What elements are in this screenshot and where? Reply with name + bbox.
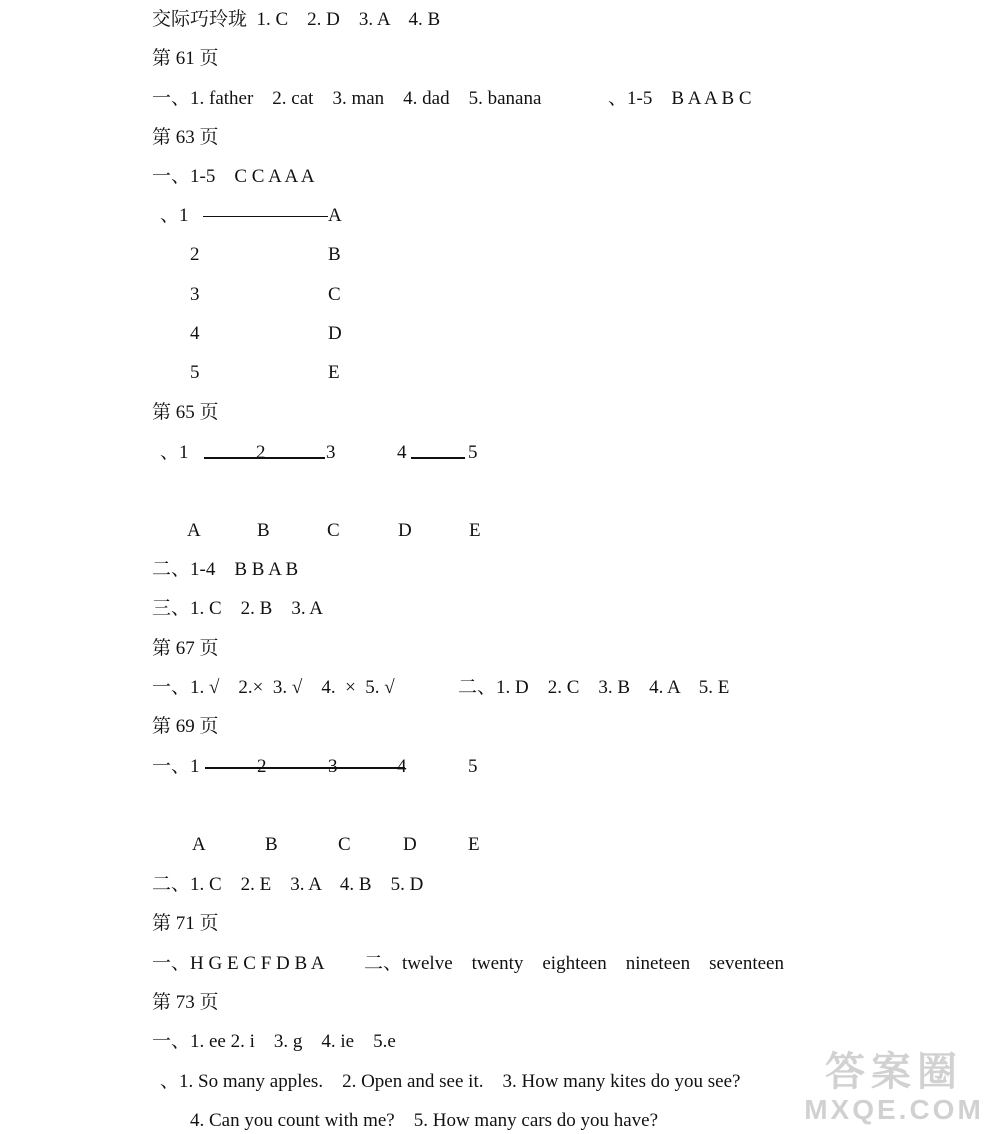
page-heading-69: 第 69 页 bbox=[152, 716, 219, 737]
match-65-top-2: 2 bbox=[256, 442, 266, 463]
match-65-bottom-c: C bbox=[327, 520, 340, 541]
match-63-left-3: 3 bbox=[190, 284, 200, 305]
match-65-top-1: 、1 bbox=[160, 442, 189, 463]
match-63-left-2: 2 bbox=[190, 244, 200, 265]
match-69-top-4: 4 bbox=[397, 756, 407, 777]
match-65-bottom-a: A bbox=[187, 520, 201, 541]
match-69-top-3: 3 bbox=[328, 756, 338, 777]
match-65-top-4: 4 bbox=[397, 442, 407, 463]
match-69-top-5: 5 bbox=[468, 756, 478, 777]
match-69-bottom-e: E bbox=[468, 834, 480, 855]
match-69-bottom-b: B bbox=[265, 834, 278, 855]
match-69-connector bbox=[205, 767, 405, 769]
answer-71-part2: 二、twelve twenty eighteen nineteen seventeen bbox=[364, 953, 784, 974]
match-63-left-1: 、1 bbox=[160, 205, 189, 226]
match-65-top-5: 5 bbox=[468, 442, 478, 463]
match-69-top-1: 一、1 bbox=[152, 756, 200, 777]
answer-73-part2-line2: 4. Can you count with me? 5. How many cars do you have? bbox=[190, 1110, 659, 1131]
answer-61-part1: 一、1. father 2. cat 3. man 4. dad 5. banana bbox=[152, 88, 542, 109]
answer-69-part2: 二、1. C 2. E 3. A 4. B 5. D bbox=[152, 874, 424, 895]
match-63-left-4: 4 bbox=[190, 323, 200, 344]
answer-67-part2: 二、1. D 2. C 3. B 4. A 5. E bbox=[458, 677, 730, 698]
answer-63-part1: 一、1-5 C C A A A bbox=[152, 166, 315, 187]
match-65-bottom-e: E bbox=[469, 520, 481, 541]
page-heading-73: 第 73 页 bbox=[152, 992, 219, 1013]
watermark-logo bbox=[794, 1050, 994, 1130]
answer-61-part2: 、1-5 B A A B C bbox=[608, 88, 752, 109]
answer-65-part3: 三、1. C 2. B 3. A bbox=[152, 598, 324, 619]
match-63-right-e: E bbox=[328, 362, 340, 383]
match-63-left-5: 5 bbox=[190, 362, 200, 383]
answer-line-jiaoji: 交际巧玲珑 1. C 2. D 3. A 4. B bbox=[152, 9, 441, 30]
match-63-right-c: C bbox=[328, 284, 341, 305]
answer-71-part1: 一、H G E C F D B A bbox=[152, 953, 325, 974]
watermark-cn: 答案圈 bbox=[825, 1050, 963, 1094]
answer-65-part2: 二、1-4 B B A B bbox=[152, 559, 299, 580]
match-69-top-2: 2 bbox=[257, 756, 267, 777]
match-63-right-d: D bbox=[328, 323, 342, 344]
match-69-bottom-c: C bbox=[338, 834, 351, 855]
match-63-right-b: B bbox=[328, 244, 341, 265]
answer-67-part1: 一、1. √ 2.× 3. √ 4. × 5. √ bbox=[152, 677, 395, 698]
match-65-bottom-b: B bbox=[257, 520, 270, 541]
page-heading-63: 第 63 页 bbox=[152, 127, 219, 148]
match-69-bottom-d: D bbox=[403, 834, 417, 855]
page-heading-67: 第 67 页 bbox=[152, 638, 219, 659]
match-65-connector-4-5 bbox=[411, 457, 465, 459]
page-heading-61: 第 61 页 bbox=[152, 48, 219, 69]
match-69-bottom-a: A bbox=[192, 834, 206, 855]
watermark-en: MXQE.COM bbox=[804, 1094, 984, 1125]
page-heading-65: 第 65 页 bbox=[152, 402, 219, 423]
match-65-top-3: 3 bbox=[326, 442, 336, 463]
match-63-connector bbox=[203, 216, 328, 217]
page-heading-71: 第 71 页 bbox=[152, 913, 219, 934]
answer-73-part2-line1: 、1. So many apples. 2. Open and see it. 3. How many kites do you see? bbox=[160, 1071, 741, 1092]
match-63-right-a: A bbox=[328, 205, 342, 226]
answer-73-part1: 一、1. ee 2. i 3. g 4. ie 5.e bbox=[152, 1031, 396, 1052]
match-65-bottom-d: D bbox=[398, 520, 412, 541]
